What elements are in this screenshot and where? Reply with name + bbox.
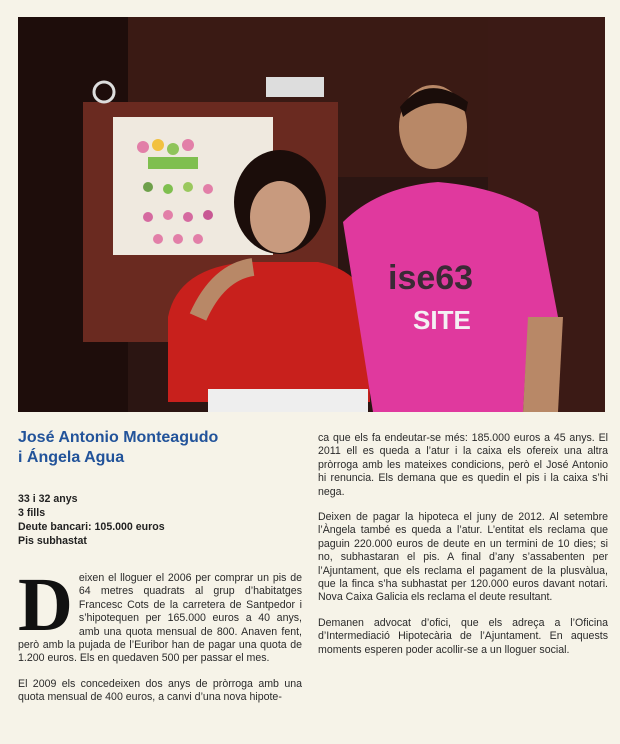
fact-debt: Deute bancari: 105.000 euros [18, 521, 165, 533]
shirt-text-top: ise63 [388, 259, 474, 297]
shirt-text-bottom: SITE [413, 305, 471, 335]
dropcap: D [18, 563, 73, 647]
paragraph-1-text: eixen el lloguer el 2006 per comprar un pis de 64 metres quadrats al grup d’habitatges Francesc Cots de la carretera de Santpedor i s’hipotequen per 165.000 euros a 40 anys, amb una quota mensual de 800. Anaven fent, però amb la pujada de l’Euribor han de pagar una quota de 1.200 euros. Els en quedaven 500 per passar el mes. [18, 572, 302, 665]
fact-children: 3 fills [18, 507, 46, 519]
title-line-2: i Ángela Agua [18, 449, 125, 466]
couple-photo [18, 17, 605, 412]
fact-status: Pis subhastat [18, 535, 87, 547]
photo-illustration [18, 17, 605, 412]
fact-ages: 33 i 32 anys [18, 493, 78, 505]
paragraph-5: Demanen advocat d’ofici, que els adreça a l’Oficina d’Intermediació Hipotecària de l’Ajuntament. En aquests moments esperen poder acollir-se a un lloguer social. [318, 616, 608, 656]
red-sweater [168, 262, 370, 402]
article-column-2 [318, 432, 608, 669]
paragraph-2: El 2009 els concedeixen dos anys de pròrroga amb una quota mensual de 400 euros, a canvi d’una nova hipote- [18, 677, 302, 704]
paragraph-4: Deixen de pagar la hipoteca el juny de 2012. Al setembre l’Àngela també es queda a l’atur. L’entitat els reclama que paguin 220.000 euros de deute en un termini de 10 dies; si no, subhastaran el pis. A final d’any s’assabenten per l’Ajuntament, que els reclama el pagament de la plusvàlua, que la finca s’ha subhastat per 120.000 euros davant notari. Nova Caixa Galicia els reclama el deute resultant. [318, 511, 608, 604]
title-line-1: José Antonio Monteagudo [18, 429, 219, 446]
paragraph-1 [18, 563, 302, 666]
facts-box [18, 492, 288, 548]
article-column-1 [18, 563, 302, 717]
wall-device [266, 77, 324, 97]
paragraph-3: ca que els fa endeutar-se més: 185.000 euros a 45 anys. El 2011 ell es queda a l’atur i la caixa els ofereix una altra pròrroga amb les mateixes condicions, però el José Antonio hi renuncia. Els demana que es quedin el pis i la caixa s’hi nega. [318, 432, 608, 498]
article-title [18, 428, 268, 468]
